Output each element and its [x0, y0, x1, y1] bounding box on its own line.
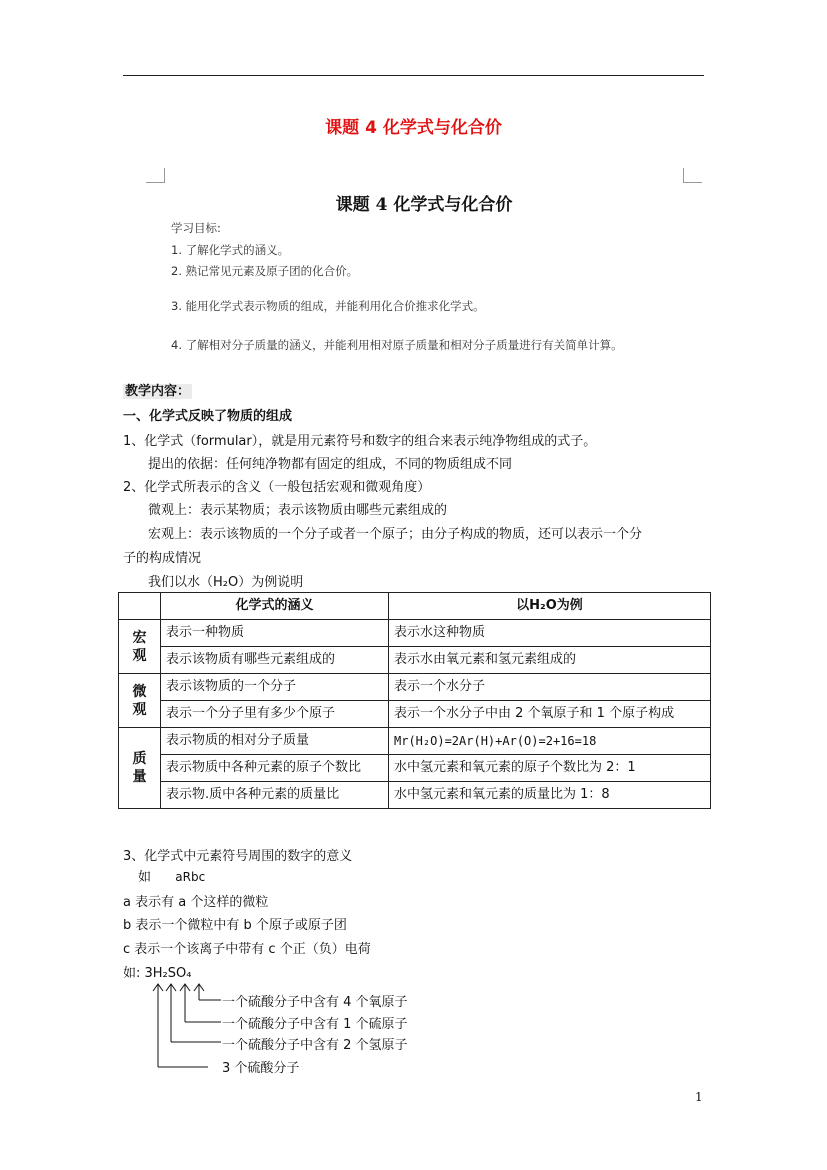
table-header-row — [119, 593, 711, 620]
formula-annotation-diagram — [148, 960, 478, 1080]
page-number: 1 — [695, 1090, 703, 1104]
teaching-heading: 教学内容： — [125, 384, 191, 399]
formula-example: aRbc — [175, 870, 206, 884]
paragraph-1: 1、化学式（formular），就是用元素符号和数字的组合来表示纯净物组成的式子。 — [123, 434, 597, 449]
paragraph-2: 2、化学式所表示的含义（一般包括宏观和微观角度） — [123, 480, 431, 495]
formula-meaning-c: c 表示一个该离子中带有 c 个正（负）电荷 — [123, 942, 371, 957]
table-row — [119, 755, 711, 782]
paragraph-1-note: 提出的依据：任何纯净物都有固定的组成，不同的物质组成不同 — [148, 457, 513, 472]
table-row — [119, 701, 711, 728]
table-cell: 表示水这种物质 — [389, 620, 711, 647]
table-row — [119, 782, 711, 809]
table-row — [119, 620, 711, 647]
scan-title: 课题 4 化学式与化合价 — [335, 195, 513, 215]
goal-item: 1. 了解化学式的涵义。 — [171, 243, 290, 257]
table-row — [119, 674, 711, 701]
table-cell: Mr(H₂O)=2Ar(H)+Ar(O)=2+16=18 — [389, 728, 711, 755]
goal-item: 3. 能用化学式表示物质的组成，并能利用化合价推求化学式。 — [171, 299, 485, 313]
goals-heading: 学习目标: — [171, 221, 221, 235]
table-cell: 表示该物质有哪些元素组成的 — [161, 647, 389, 674]
example-intro: 我们以水（H₂O）为例说明 — [148, 575, 304, 590]
page-title: 课题 4 化学式与化合价 — [325, 118, 502, 138]
annotation-hydrogen: 一个硫酸分子中含有 2 个氢原子 — [222, 1038, 408, 1053]
scanned-image — [146, 168, 702, 368]
formula-meaning-a: a 表示有 a 个这样的微粒 — [123, 895, 269, 910]
goal-item: 4. 了解相对分子质量的涵义，并能利用相对原子质量和相对分子质量进行有关简单计算。 — [171, 338, 623, 352]
table-cell: 表示物质中各种元素的原子个数比 — [161, 755, 389, 782]
table-cell: 水中氢元素和氧元素的原子个数比为 2：1 — [389, 755, 711, 782]
crop-mark-left — [146, 168, 165, 183]
section3-heading: 3、化学式中元素符号周围的数字的意义 — [123, 849, 353, 864]
table-cell: 表示物质的相对分子质量 — [161, 728, 389, 755]
section1-heading: 一、化学式反映了物质的组成 — [123, 409, 293, 424]
header-rule — [123, 75, 704, 76]
paragraph-2-macro-cont: 子的构成情况 — [123, 551, 202, 566]
table-cell: 表示一个水分子 — [389, 674, 711, 701]
formula-prefix: 如 — [138, 870, 152, 885]
annotation-sulfur: 一个硫酸分子中含有 1 个硫原子 — [222, 1017, 408, 1032]
table-row — [119, 728, 711, 755]
table-cell: 表示一个分子里有多少个原子 — [161, 701, 389, 728]
table-cell: 表示该物质的一个分子 — [161, 674, 389, 701]
annotation-molecules: 3 个硫酸分子 — [222, 1061, 300, 1076]
category-cell — [119, 674, 161, 728]
goal-item: 2. 熟记常见元素及原子团的化合价。 — [171, 264, 359, 278]
category-label: 宏观 — [132, 629, 147, 664]
table-cell: 水中氢元素和氧元素的质量比为 1：8 — [389, 782, 711, 809]
table-row — [119, 647, 711, 674]
category-label: 质量 — [132, 751, 147, 785]
formula-meaning-b: b 表示一个微粒中有 b 个原子或原子团 — [123, 918, 347, 933]
paragraph-2-micro: 微观上：表示某物质；表示该物质由哪些元素组成的 — [148, 503, 448, 518]
table-header: 以H₂O为例 — [389, 593, 711, 620]
category-cell — [119, 620, 161, 674]
table-cell: 表示水由氧元素和氢元素组成的 — [389, 647, 711, 674]
category-label: 微观 — [132, 683, 147, 718]
table-header-blank — [119, 593, 161, 620]
table-cell: 表示一种物质 — [161, 620, 389, 647]
crop-mark-right — [683, 168, 702, 183]
table-header: 化学式的涵义 — [161, 593, 389, 620]
table-cell: 表示一个水分子中由 2 个氧原子和 1 个原子构成 — [389, 701, 711, 728]
paragraph-2-macro: 宏观上：表示该物质的一个分子或者一个原子；由分子构成的物质，还可以表示一个分 — [148, 527, 643, 542]
annotation-oxygen: 一个硫酸分子中含有 4 个氧原子 — [222, 995, 408, 1010]
table-cell: 表示物.质中各种元素的质量比 — [161, 782, 389, 809]
meaning-table — [118, 592, 711, 809]
formula-example-line — [138, 866, 205, 885]
category-cell — [119, 728, 161, 809]
example2-prefix: 如: 3H₂SO₄ — [123, 966, 192, 981]
